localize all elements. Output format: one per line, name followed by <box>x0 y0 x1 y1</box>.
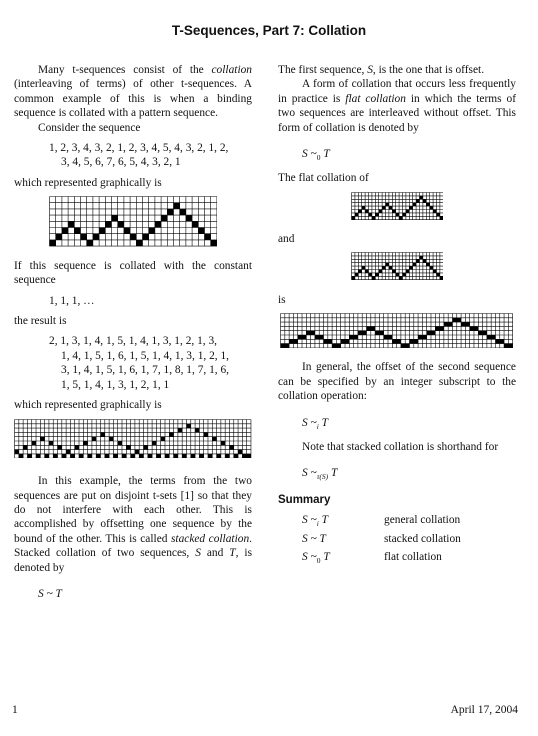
t-sequence-grid-2 <box>14 419 252 459</box>
grid-cell-filled <box>191 453 195 457</box>
grid-cell-filled <box>28 453 32 457</box>
grid-cell-filled <box>96 453 100 457</box>
grid-cell-filled <box>439 277 442 280</box>
grid-cell-filled <box>388 267 391 270</box>
grid-cell-filled <box>440 326 444 330</box>
grid-cell-filled <box>429 267 432 270</box>
grid-cell-filled <box>88 453 92 457</box>
grid-cell-filled <box>429 206 432 209</box>
paragraph: If this sequence is collated with the constant sequence <box>14 259 252 287</box>
grid-cell-filled <box>436 326 440 330</box>
grid-cell-filled <box>487 335 491 339</box>
grid-cell-filled <box>210 240 216 246</box>
grid-cell-filled <box>135 449 139 453</box>
grid-cell-filled <box>136 240 142 246</box>
date: April 17, 2004 <box>450 704 518 716</box>
grid-cell-filled <box>392 270 395 273</box>
grid-cell-filled <box>45 453 49 457</box>
grid-cell-filled <box>148 228 154 234</box>
grid-cell-filled <box>324 339 328 343</box>
grid-cell-filled <box>358 209 361 212</box>
grid-cell-filled <box>444 322 448 326</box>
grid-cell-filled <box>157 453 161 457</box>
grid-cell-filled <box>504 344 508 348</box>
grid-cell-filled <box>367 326 371 330</box>
grid-cell-filled <box>363 331 367 335</box>
grid-cell-filled <box>182 453 186 457</box>
grid-cell-filled <box>105 222 111 228</box>
grid-cell-filled <box>496 339 500 343</box>
grid-cell-filled <box>371 326 375 330</box>
grid-cell-filled <box>395 273 398 276</box>
grid-cell-filled <box>84 440 88 444</box>
page-number: 1 <box>12 704 18 716</box>
grid-cell-filled <box>58 445 62 449</box>
paragraph: and <box>278 233 295 246</box>
grid-cell-filled <box>358 270 361 273</box>
grid-cell-filled <box>365 209 368 212</box>
grid-cell-filled <box>416 260 419 263</box>
right-column <box>278 63 516 568</box>
grid-cell-filled <box>36 453 40 457</box>
grid-cell-filled <box>492 335 496 339</box>
grid-cell-filled <box>15 449 19 453</box>
formula-general: S $\sim_i$ T <box>302 416 328 431</box>
grid-cell-filled <box>449 322 453 326</box>
grid-cell-filled <box>23 445 27 449</box>
grid-cell-filled <box>99 228 105 234</box>
grid-cell-filled <box>345 339 349 343</box>
grid-cell-filled <box>41 436 45 440</box>
grid-figure-4 <box>278 252 516 280</box>
grid-cell-filled <box>418 335 422 339</box>
grid-cell-filled <box>178 428 182 432</box>
formula-stacked: S ~ T <box>38 588 62 601</box>
grid-cell-filled <box>117 222 123 228</box>
grid-cell-filled <box>68 222 74 228</box>
grid-cell-filled <box>142 234 148 240</box>
summary-row: S $\sim_i$ T general collation <box>302 514 461 529</box>
grid-cell-filled <box>376 331 380 335</box>
grid-cell-filled <box>461 322 465 326</box>
grid-cell-filled <box>86 240 92 246</box>
grid-cell-filled <box>213 436 217 440</box>
grid-cell-filled <box>382 206 385 209</box>
grid-cell-filled <box>238 449 242 453</box>
grid-cell-filled <box>49 440 53 444</box>
grid-cell-filled <box>412 263 415 266</box>
paragraph: In this example, the terms from the two sequences are put on disjoint t-sets [1] so that they do not interfere with each other. This is accomplished by offsetting one sequence by the bound of the other. This is called stacked collation. Stacked collation of two sequences, S and T, is denoted by <box>14 475 252 574</box>
grid-cell-filled <box>56 234 62 240</box>
grid-cell-filled <box>114 453 118 457</box>
paragraph: the result is <box>14 315 67 328</box>
grid-cell-filled <box>375 273 378 276</box>
grid-cell-filled <box>298 335 302 339</box>
grid-cell-filled <box>399 216 402 219</box>
grid-cell-filled <box>358 331 362 335</box>
grid-cell-filled <box>302 335 306 339</box>
grid-cell-filled <box>422 260 425 263</box>
grid-cell-filled <box>195 428 199 432</box>
grid-cell-filled <box>368 273 371 276</box>
grid-cell-filled <box>355 273 358 276</box>
paragraph: which represented graphically is <box>14 399 162 412</box>
grid-cell-filled <box>127 445 131 449</box>
grid-cell-filled <box>174 453 178 457</box>
grid-cell-filled <box>422 199 425 202</box>
formula-tau: S $\sim_{\tau(S)}$ T <box>302 467 338 482</box>
grid-cell-filled <box>105 453 109 457</box>
grid-cell-filled <box>436 213 439 216</box>
grid-cell-filled <box>152 440 156 444</box>
grid-cell-filled <box>412 203 415 206</box>
grid-cell-filled <box>470 326 474 330</box>
grid-cell-filled <box>80 234 86 240</box>
grid-cell-filled <box>361 206 364 209</box>
grid-cell-filled <box>378 209 381 212</box>
sequence-2: 1, 1, 1, … <box>49 294 95 307</box>
grid-cell-filled <box>49 240 55 246</box>
grid-cell-filled <box>457 318 461 322</box>
grid-cell-filled <box>32 440 36 444</box>
grid-cell-filled <box>62 228 68 234</box>
grid-cell-filled <box>341 339 345 343</box>
grid-cell-filled <box>474 326 478 330</box>
summary-row: S $\sim_0$ T flat collation <box>302 551 442 566</box>
grid-cell-filled <box>225 453 229 457</box>
grid-cell-filled <box>187 423 191 427</box>
grid-cell-filled <box>439 216 442 219</box>
grid-cell-filled <box>93 234 99 240</box>
grid-cell-filled <box>92 436 96 440</box>
grid-cell-filled <box>479 331 483 335</box>
grid-cell-filled <box>399 277 402 280</box>
grid-cell-filled <box>466 322 470 326</box>
grid-cell-filled <box>208 453 212 457</box>
t-sequence-grid-5 <box>280 313 513 348</box>
grid-cell-filled <box>402 213 405 216</box>
grid-cell-filled <box>221 440 225 444</box>
grid-cell-filled <box>79 453 83 457</box>
grid-cell-filled <box>427 331 431 335</box>
grid-cell-filled <box>294 339 298 343</box>
grid-cell-filled <box>131 453 135 457</box>
grid-cell-filled <box>409 267 412 270</box>
grid-cell-filled <box>186 215 192 221</box>
grid-cell-filled <box>192 222 198 228</box>
grid-cell-filled <box>414 339 418 343</box>
grid-cell-filled <box>385 203 388 206</box>
grid-cell-filled <box>234 453 238 457</box>
grid-cell-filled <box>351 216 354 219</box>
grid-cell-filled <box>173 203 179 209</box>
grid-cell-filled <box>285 344 289 348</box>
grid-cell-filled <box>311 331 315 335</box>
grid-cell-filled <box>433 270 436 273</box>
grid-figure-5 <box>278 313 516 348</box>
grid-cell-filled <box>122 453 126 457</box>
grid-cell-filled <box>109 436 113 440</box>
grid-cell-filled <box>402 273 405 276</box>
grid-cell-filled <box>165 453 169 457</box>
grid-cell-filled <box>161 436 165 440</box>
grid-cell-filled <box>307 331 311 335</box>
grid-cell-filled <box>395 213 398 216</box>
grid-cell-filled <box>416 199 419 202</box>
grid-cell-filled <box>483 331 487 335</box>
grid-cell-filled <box>71 453 75 457</box>
grid-cell-filled <box>426 203 429 206</box>
grid-cell-filled <box>382 267 385 270</box>
paragraph: Note that stacked collation is shorthand for <box>302 441 499 454</box>
grid-cell-filled <box>200 453 204 457</box>
grid-cell-filled <box>405 270 408 273</box>
grid-cell-filled <box>361 267 364 270</box>
grid-cell-filled <box>354 335 358 339</box>
grid-cell-filled <box>62 453 66 457</box>
grid-cell-filled <box>419 196 422 199</box>
grid-cell-filled <box>161 215 167 221</box>
grid-cell-filled <box>118 440 122 444</box>
grid-cell-filled <box>410 339 414 343</box>
grid-cell-filled <box>101 432 105 436</box>
grid-cell-filled <box>333 344 337 348</box>
paragraph: The flat collation of <box>278 172 369 185</box>
grid-cell-filled <box>204 234 210 240</box>
t-sequence-grid-4 <box>351 252 444 280</box>
grid-cell-filled <box>328 339 332 343</box>
grid-cell-filled <box>384 335 388 339</box>
grid-cell-filled <box>19 453 23 457</box>
grid-cell-filled <box>130 234 136 240</box>
grid-cell-filled <box>453 318 457 322</box>
grid-figure-3 <box>278 192 516 220</box>
grid-figure-2 <box>14 419 252 459</box>
grid-cell-filled <box>509 344 513 348</box>
grid-cell-filled <box>170 432 174 436</box>
grid-cell-filled <box>375 213 378 216</box>
grid-cell-filled <box>243 453 247 457</box>
paragraph: A form of collation that occurs less frequently in practice is flat collation in which the terms of two sequences are interleaved without offset. This form of collation is denoted by <box>278 78 516 134</box>
grid-cell-filled <box>397 339 401 343</box>
grid-cell-filled <box>53 453 57 457</box>
grid-cell-filled <box>139 453 143 457</box>
grid-cell-filled <box>385 263 388 266</box>
grid-cell-filled <box>372 277 375 280</box>
sequence-3: 2, 1, 3, 1, 4, 1, 5, 1, 4, 1, 3, 1, 2, 1, 3, 1, 4, 1, 5, 1, 6, 1, 5, 1, 4, 1, 3, 1, 2, 1, 3, 1, 4, 1, 5, 1, 6, 1, 7, 1, 8, 1, 7, 1, 6, 1, 5, 1, 4, 1, 3, 1, 2, 1, 1 <box>49 335 230 391</box>
t-sequence-grid-1 <box>49 196 217 247</box>
grid-cell-filled <box>500 339 504 343</box>
grid-cell-filled <box>124 228 130 234</box>
t-sequence-grid-3 <box>351 192 444 220</box>
paragraph: Many t-sequences consist of the collation (interleaving of terms) of other t-sequences. A common example of this is when a binding sequence is collated with a pattern sequence. <box>14 64 252 120</box>
page-title: T-Sequences, Part 7: Collation <box>171 23 367 38</box>
grid-cell-filled <box>365 270 368 273</box>
paragraph: which represented graphically is <box>14 176 162 189</box>
grid-cell-filled <box>111 215 117 221</box>
grid-cell-filled <box>388 335 392 339</box>
grid-cell-filled <box>198 228 204 234</box>
grid-cell-filled <box>337 344 341 348</box>
grid-cell-filled <box>409 206 412 209</box>
grid-cell-filled <box>281 344 285 348</box>
grid-cell-filled <box>419 256 422 259</box>
grid-cell-filled <box>75 445 79 449</box>
grid-cell-filled <box>290 339 294 343</box>
grid-cell-filled <box>179 209 185 215</box>
grid-cell-filled <box>204 432 208 436</box>
paragraph: is <box>278 293 286 306</box>
grid-cell-filled <box>66 449 70 453</box>
grid-cell-filled <box>74 228 80 234</box>
grid-cell-filled <box>436 273 439 276</box>
grid-figure-1 <box>14 196 252 247</box>
grid-cell-filled <box>144 445 148 449</box>
summary-row: S ~ T stacked collation <box>302 532 461 545</box>
grid-cell-filled <box>426 263 429 266</box>
grid-cell-filled <box>355 213 358 216</box>
left-column <box>14 63 252 607</box>
grid-cell-filled <box>167 209 173 215</box>
summary-table <box>302 513 461 568</box>
grid-cell-filled <box>247 453 251 457</box>
grid-cell-filled <box>378 270 381 273</box>
paragraph: Consider the sequence <box>38 121 141 134</box>
grid-cell-filled <box>433 209 436 212</box>
grid-cell-filled <box>423 335 427 339</box>
grid-cell-filled <box>393 339 397 343</box>
grid-cell-filled <box>230 445 234 449</box>
paragraph: The first sequence, S, is the one that is offset. <box>278 64 485 76</box>
grid-cell-filled <box>372 216 375 219</box>
grid-cell-filled <box>406 344 410 348</box>
grid-cell-filled <box>405 209 408 212</box>
grid-cell-filled <box>155 222 161 228</box>
grid-cell-filled <box>431 331 435 335</box>
grid-cell-filled <box>320 335 324 339</box>
sequence-1: 1, 2, 3, 4, 3, 2, 1, 2, 3, 4, 5, 4, 3, 2, 1, 2, 3, 4, 5, 6, 7, 6, 5, 4, 3, 2, 1 <box>49 142 229 169</box>
grid-cell-filled <box>388 206 391 209</box>
grid-cell-filled <box>368 213 371 216</box>
grid-cell-filled <box>392 209 395 212</box>
grid-cell-filled <box>351 277 354 280</box>
formula-flat: S $\sim_0$ T <box>302 148 330 163</box>
grid-cell-filled <box>380 331 384 335</box>
paragraph: In general, the offset of the second sequence can be specified by an integer subscript to the collation operation: <box>278 361 516 403</box>
grid-cell-filled <box>217 453 221 457</box>
summary-heading: Summary <box>278 493 331 506</box>
grid-cell-filled <box>315 335 319 339</box>
grid-cell-filled <box>401 344 405 348</box>
grid-cell-filled <box>350 335 354 339</box>
grid-cell-filled <box>148 453 152 457</box>
